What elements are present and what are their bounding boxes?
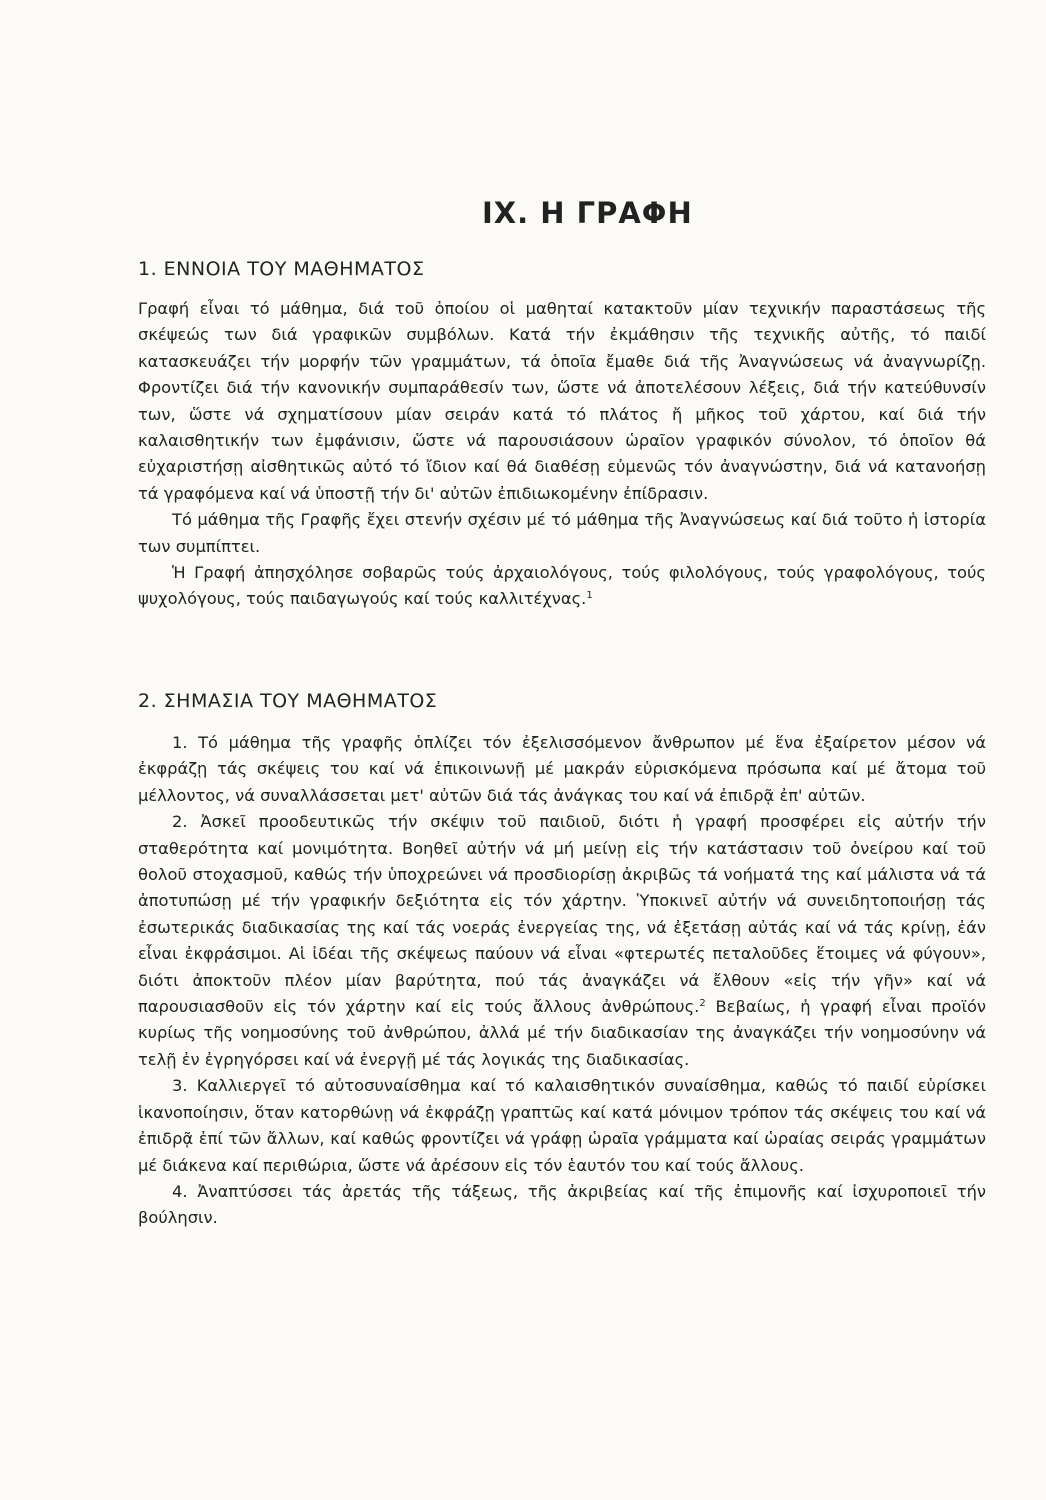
section-2-point-2 xyxy=(138,809,986,1073)
section-2-body xyxy=(138,730,986,1232)
section-1-paragraph-3-text: Ἡ Γραφή ἀπησχόλησε σοβαρῶς τούς ἀρχαιολόγους, τούς φιλολόγους, τούς γραφολόγους, τούς ψυχολόγους, τούς παιδαγωγούς καί τούς καλλιτέχνας. xyxy=(138,563,986,609)
footnote-marker-2: 2 xyxy=(699,998,706,1010)
section-2-point-2-text-b: Βεβαίως, ἡ γραφή εἶναι προϊόν κυρίως τῆς νοημοσύνης τοῦ ἀνθρώπου, ἀλλά μέ τήν διαδικασίαν της ἀναγκάζει τήν νοημοσύνην νά τελῇ ἐν ἐγρηγόρσει καί νά ἐνεργῇ μέ τάς λογικάς της διαδικασίας. xyxy=(138,997,987,1069)
footnote-marker-1: 1 xyxy=(586,590,593,602)
section-2-point-1: 1. Τό μάθημα τῆς γραφῆς ὁπλίζει τόν ἐξελισσόμενον ἄνθρωπον μέ ἕνα ἐξαίρετον μέσον νά ἐκφράζῃ τάς σκέψεις του καί νά ἐπικοινωνῇ μέ μακράν εὑρισκόμενα πρόσωπα καί μέ ἄτομα τοῦ μέλλοντος, νά συναλλάσσεται μετ' αὐτῶν διά τάς ἀνάγκας του καί νά ἐπιδρᾷ ἐπ' αὐτῶν. xyxy=(138,733,986,805)
section-2-heading: 2. ΣΗΜΑΣΙΑ ΤΟΥ ΜΑΘΗΜΑΤΟΣ xyxy=(138,690,438,712)
section-1-paragraph-1: Γραφή εἶναι τό μάθημα, διά τοῦ ὁποίου οἱ μαθηταί κατακτοῦν μίαν τεχνικήν παραστάσεως τῆς σκέψεώς των διά γραφικῶν συμβόλων. Κατά τήν ἐκμάθησιν τῆς τεχνικῆς αὐτῆς, τό παιδί κατασκευάζει τήν μορφήν τῶν γραμμάτων, τά ὁποῖα ἔμαθε διά τῆς Ἀναγνώσεως νά ἀναγνωρίζῃ. Φροντίζει διά τήν κανονικήν συμπαράθεσίν των, ὥστε νά ἀποτελέσουν λέξεις, διά τήν κατεύθυνσίν των, ὥστε νά σχηματίσουν μίαν σειράν κατά τό πλάτος ἤ μῆκος τοῦ χάρτου, καί διά τήν καλαισθητικήν των ἐμφάνισιν, ὥστε νά παρουσιάσουν ὡραῖον γραφικόν σύνολον, τό ὁποῖον θά εὐχαριστήσῃ αἰσθητικῶς αὐτό τό ἴδιον καί θά διαθέσῃ εὐμενῶς τόν ἀναγνώστην, διά νά κατανοήσῃ τά γραφόμενα καί νά ὑποστῇ τήν δι' αὐτῶν ἐπιδιωκομένην ἐπίδρασιν. xyxy=(138,299,986,503)
section-2-point-3: 3. Καλλιεργεῖ τό αὐτοσυναίσθημα καί τό καλαισθητικόν συναίσθημα, καθώς τό παιδί εὑρίσκει ἱκανοποίησιν, ὅταν κατορθώνῃ νά ἐκφράζῃ γραπτῶς καί κατά μόνιμον τρόπον τάς σκέψεις του καί νά ἐπιδρᾷ ἐπί τῶν ἄλλων, καί καθώς φροντίζει νά γράφῃ ὡραῖα γράμματα καί ὡραίας σειράς γραμμάτων μέ διάκενα καί περιθώρια, ὥστε νά ἀρέσουν εἰς τόν ἑαυτόν του καί τούς ἄλλους. xyxy=(138,1076,986,1175)
chapter-title: IX. Η ΓΡΑΦΗ xyxy=(482,196,693,230)
section-1-paragraph-3 xyxy=(138,560,986,613)
section-2-point-4: 4. Ἀναπτύσσει τάς ἀρετάς τῆς τάξεως, τῆς ἀκριβείας καί τῆς ἐπιμονῆς καί ἰσχυροποιεῖ τήν βούλησιν. xyxy=(138,1181,986,1228)
section-2-point-2-text-a: 2. Ἀσκεῖ προοδευτικῶς τήν σκέψιν τοῦ παιδιοῦ, διότι ἡ γραφή προσφέρει εἰς αὐτήν τήν σταθερότητα καί μονιμότητα. Βοηθεῖ αὐτήν νά μή μείνῃ εἰς τήν κατάστασιν τοῦ ὀνείρου καί τοῦ θολοῦ στοχασμοῦ, καθώς τήν ὑποχρεώνει νά προσδιορίσῃ ἀκριβῶς τά νοήματά της καί μάλιστα νά τά ἀποτυπώσῃ μέ τήν γραφικήν δεξιότητα εἰς τόν χάρτην. Ὑποκινεῖ αὐτήν νά συνειδητοποιήσῃ τάς ἐσωτερικάς διαδικασίας της καί τάς νοεράς ἐνεργείας της, νά ἐξετάσῃ αὐτάς καί νά τάς κρίνῃ, ἐάν εἶναι ἐκφράσιμοι. Αἱ ἰδέαι τῆς σκέψεως παύουν νά εἶναι «φτερωτές πεταλοῦδες ἕτοιμες νά φύγουν», διότι ἀποκτοῦν πλέον μίαν βαρύτητα, πού τάς ἀναγκάζει νά ἔλθουν «εἰς τήν γῆν» καί νά παρουσιασθοῦν εἰς τόν χάρτην καί εἰς τούς ἄλλους ἀνθρώπους. xyxy=(138,812,986,1017)
section-1-body xyxy=(138,296,986,613)
section-1-heading: 1. ΕΝΝΟΙΑ ΤΟΥ ΜΑΘΗΜΑΤΟΣ xyxy=(138,258,425,280)
section-1-paragraph-2: Τό μάθημα τῆς Γραφῆς ἔχει στενήν σχέσιν μέ τό μάθημα τῆς Ἀναγνώσεως καί διά τοῦτο ἡ ἱστορία των συμπίπτει. xyxy=(138,510,986,556)
